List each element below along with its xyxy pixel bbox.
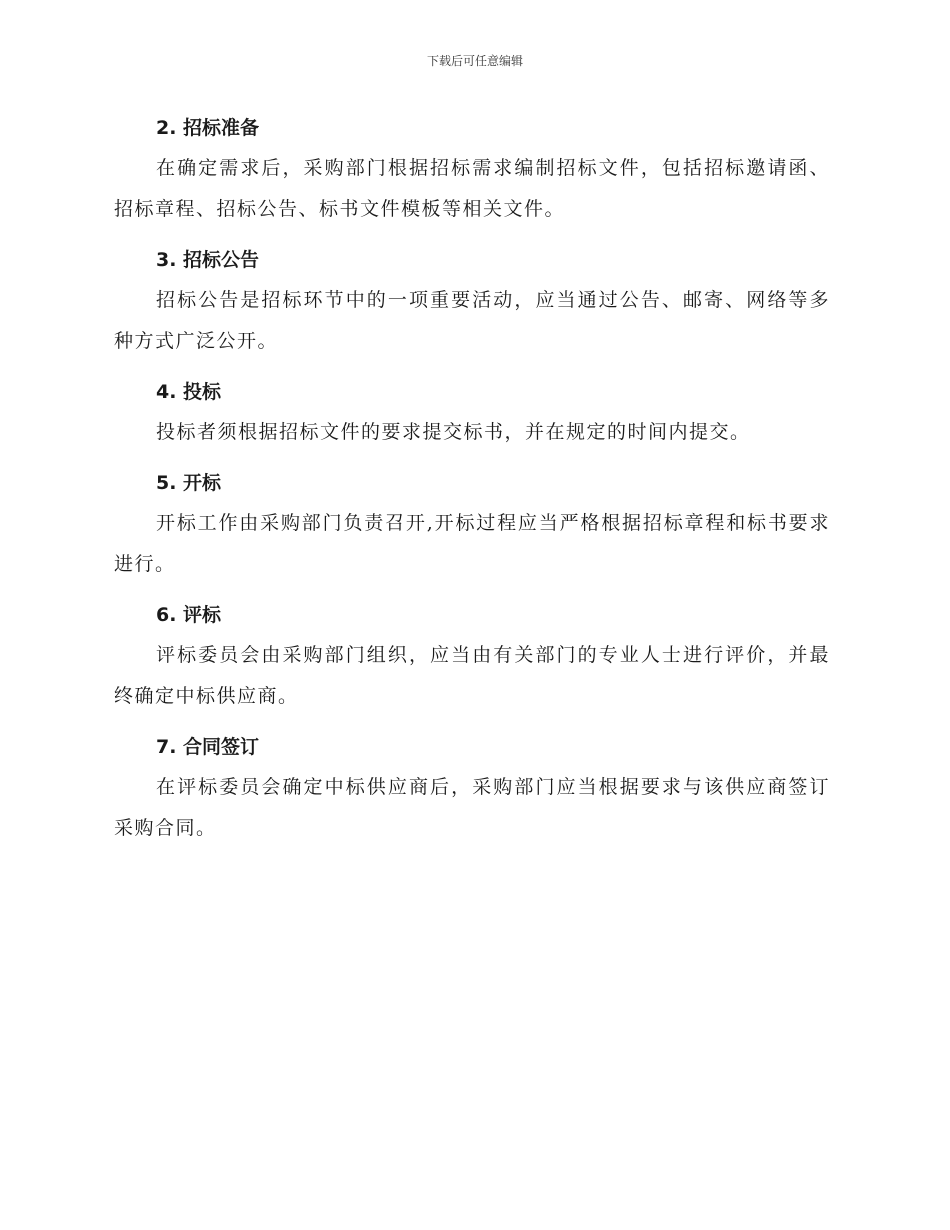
page-header: 下载后可任意编辑 <box>426 54 523 68</box>
section-heading: 5. 开标 <box>156 472 222 494</box>
section-bid-evaluation <box>114 595 830 717</box>
section-body: 在确定需求后，采购部门根据招标需求编制招标文件，包括招标邀请函、招标章程、招标公告、标书文件模板等相关文件。 <box>114 157 830 220</box>
section-contract-signing <box>114 727 830 849</box>
section-heading: 6. 评标 <box>156 604 222 626</box>
section-body: 投标者须根据招标文件的要求提交标书，并在规定的时间内提交。 <box>156 421 751 443</box>
section-bidding-announcement <box>114 240 830 362</box>
section-body: 招标公告是招标环节中的一项重要活动，应当通过公告、邮寄、网络等多种方式广泛公开。 <box>114 289 830 352</box>
section-body: 开标工作由采购部门负责召开,开标过程应当严格根据招标章程和标书要求进行。 <box>114 512 830 575</box>
section-bid-opening <box>114 463 830 585</box>
document-content <box>114 108 830 859</box>
section-heading: 7. 合同签订 <box>156 736 260 758</box>
section-bidding <box>114 372 830 453</box>
section-body: 在评标委员会确定中标供应商后，采购部门应当根据要求与该供应商签订采购合同。 <box>114 776 830 839</box>
section-body: 评标委员会由采购部门组织，应当由有关部门的专业人士进行评价，并最终确定中标供应商。 <box>114 644 830 707</box>
section-bidding-preparation <box>114 108 830 230</box>
section-heading: 2. 招标准备 <box>156 117 260 139</box>
section-heading: 4. 投标 <box>156 381 222 403</box>
section-heading: 3. 招标公告 <box>156 249 260 271</box>
